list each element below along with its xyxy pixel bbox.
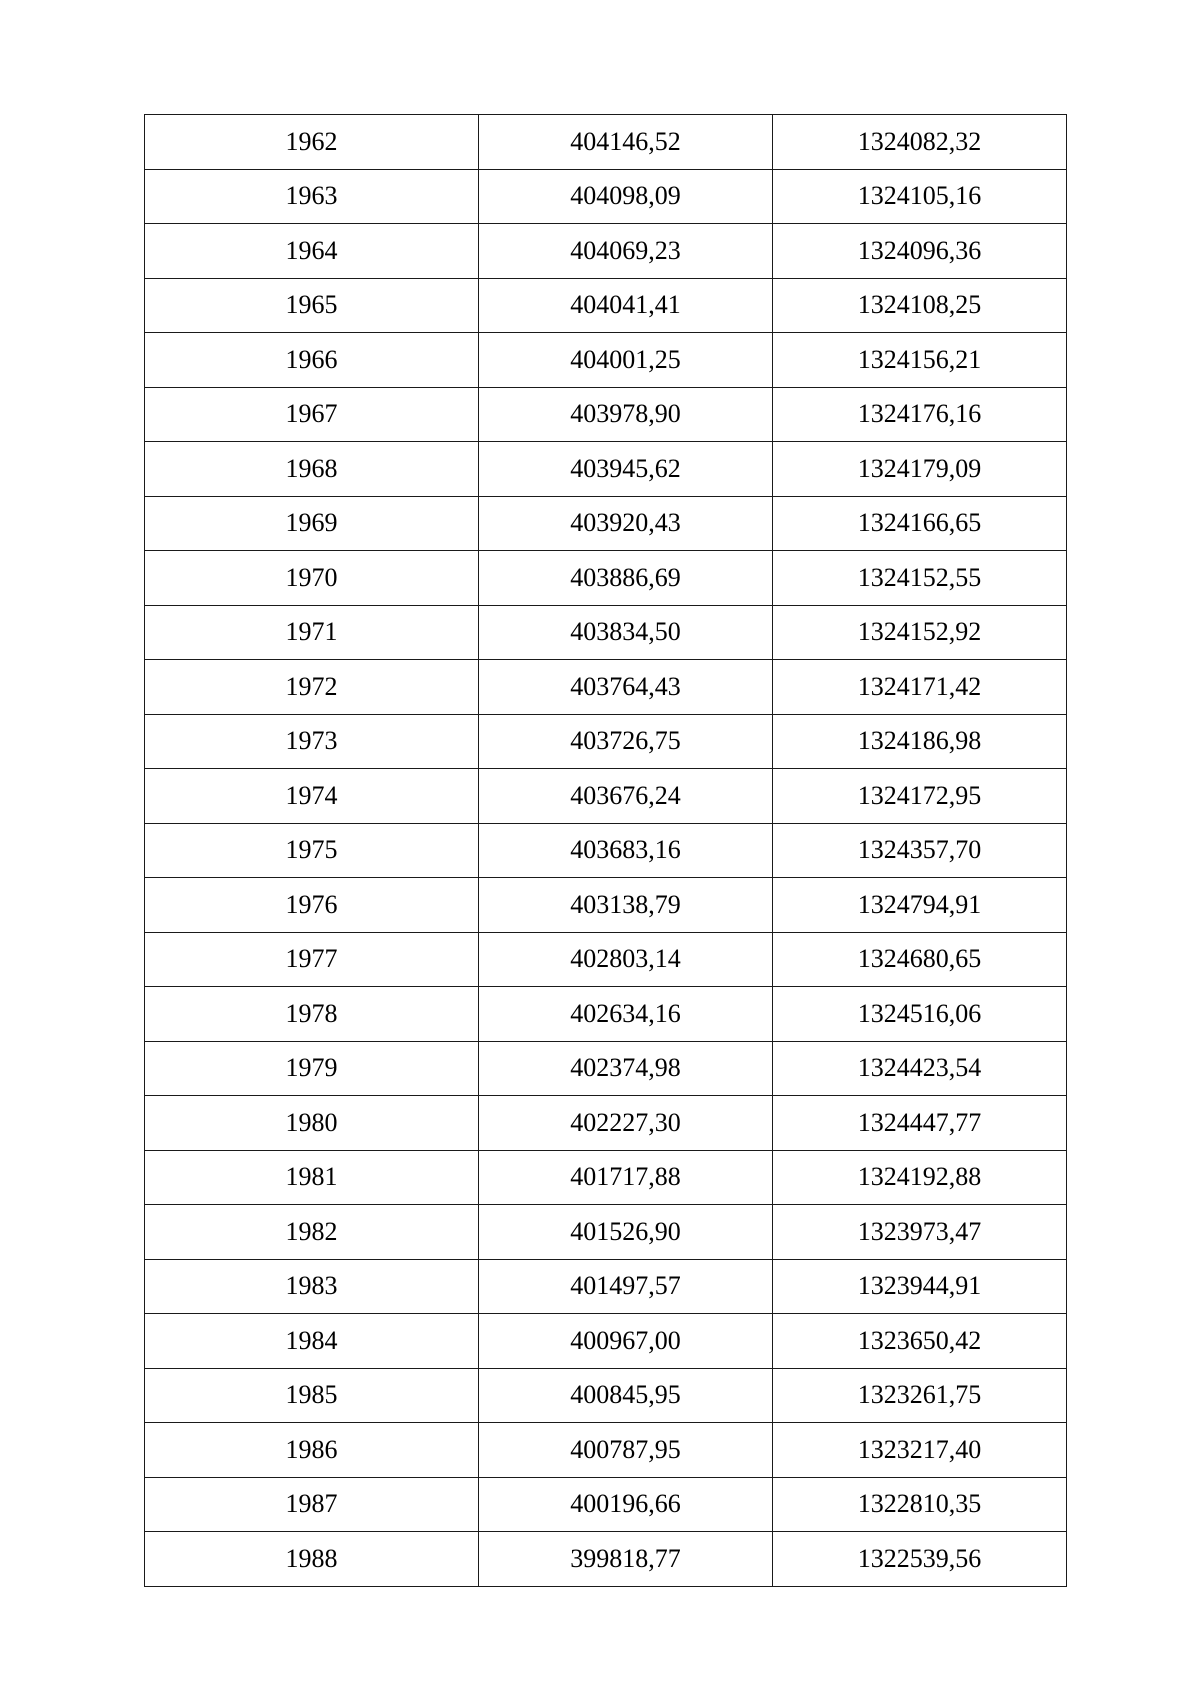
table-row bbox=[145, 278, 1067, 333]
table-row bbox=[145, 1368, 1067, 1423]
x-coordinate-cell: 400845,95 bbox=[479, 1368, 773, 1423]
x-coordinate-cell: 403978,90 bbox=[479, 387, 773, 442]
point-number-cell: 1987 bbox=[145, 1477, 479, 1532]
x-coordinate-cell: 404146,52 bbox=[479, 115, 773, 170]
y-coordinate-cell: 1324152,92 bbox=[773, 605, 1067, 660]
table-row bbox=[145, 387, 1067, 442]
y-coordinate-cell: 1324082,32 bbox=[773, 115, 1067, 170]
x-coordinate-cell: 403886,69 bbox=[479, 551, 773, 606]
table-row bbox=[145, 769, 1067, 824]
y-coordinate-cell: 1324357,70 bbox=[773, 823, 1067, 878]
point-number-cell: 1967 bbox=[145, 387, 479, 442]
table-row bbox=[145, 823, 1067, 878]
point-number-cell: 1978 bbox=[145, 987, 479, 1042]
x-coordinate-cell: 403676,24 bbox=[479, 769, 773, 824]
table-row bbox=[145, 605, 1067, 660]
y-coordinate-cell: 1322810,35 bbox=[773, 1477, 1067, 1532]
table-row bbox=[145, 442, 1067, 497]
y-coordinate-cell: 1324447,77 bbox=[773, 1096, 1067, 1151]
table-row bbox=[145, 714, 1067, 769]
table-row bbox=[145, 1041, 1067, 1096]
point-number-cell: 1971 bbox=[145, 605, 479, 660]
x-coordinate-cell: 403834,50 bbox=[479, 605, 773, 660]
y-coordinate-cell: 1324179,09 bbox=[773, 442, 1067, 497]
y-coordinate-cell: 1324108,25 bbox=[773, 278, 1067, 333]
point-number-cell: 1969 bbox=[145, 496, 479, 551]
table-row bbox=[145, 1096, 1067, 1151]
point-number-cell: 1972 bbox=[145, 660, 479, 715]
point-number-cell: 1979 bbox=[145, 1041, 479, 1096]
point-number-cell: 1986 bbox=[145, 1423, 479, 1478]
table-row bbox=[145, 1150, 1067, 1205]
y-coordinate-cell: 1323261,75 bbox=[773, 1368, 1067, 1423]
y-coordinate-cell: 1324186,98 bbox=[773, 714, 1067, 769]
x-coordinate-cell: 404098,09 bbox=[479, 169, 773, 224]
table-row bbox=[145, 333, 1067, 388]
x-coordinate-cell: 402374,98 bbox=[479, 1041, 773, 1096]
point-number-cell: 1974 bbox=[145, 769, 479, 824]
x-coordinate-cell: 399818,77 bbox=[479, 1532, 773, 1587]
y-coordinate-cell: 1324172,95 bbox=[773, 769, 1067, 824]
x-coordinate-cell: 403683,16 bbox=[479, 823, 773, 878]
x-coordinate-cell: 401717,88 bbox=[479, 1150, 773, 1205]
table-row bbox=[145, 1314, 1067, 1369]
y-coordinate-cell: 1324152,55 bbox=[773, 551, 1067, 606]
x-coordinate-cell: 404041,41 bbox=[479, 278, 773, 333]
point-number-cell: 1962 bbox=[145, 115, 479, 170]
point-number-cell: 1988 bbox=[145, 1532, 479, 1587]
point-number-cell: 1983 bbox=[145, 1259, 479, 1314]
point-number-cell: 1985 bbox=[145, 1368, 479, 1423]
y-coordinate-cell: 1324096,36 bbox=[773, 224, 1067, 279]
point-number-cell: 1965 bbox=[145, 278, 479, 333]
y-coordinate-cell: 1324166,65 bbox=[773, 496, 1067, 551]
y-coordinate-cell: 1324176,16 bbox=[773, 387, 1067, 442]
table-row bbox=[145, 878, 1067, 933]
x-coordinate-cell: 401497,57 bbox=[479, 1259, 773, 1314]
point-number-cell: 1964 bbox=[145, 224, 479, 279]
x-coordinate-cell: 401526,90 bbox=[479, 1205, 773, 1260]
y-coordinate-cell: 1323650,42 bbox=[773, 1314, 1067, 1369]
table-row bbox=[145, 660, 1067, 715]
x-coordinate-cell: 403138,79 bbox=[479, 878, 773, 933]
x-coordinate-cell: 403945,62 bbox=[479, 442, 773, 497]
point-number-cell: 1982 bbox=[145, 1205, 479, 1260]
table-row bbox=[145, 987, 1067, 1042]
x-coordinate-cell: 400196,66 bbox=[479, 1477, 773, 1532]
x-coordinate-cell: 402634,16 bbox=[479, 987, 773, 1042]
table-row bbox=[145, 1532, 1067, 1587]
table-row bbox=[145, 932, 1067, 987]
x-coordinate-cell: 400787,95 bbox=[479, 1423, 773, 1478]
point-number-cell: 1968 bbox=[145, 442, 479, 497]
table-row bbox=[145, 1259, 1067, 1314]
point-number-cell: 1984 bbox=[145, 1314, 479, 1369]
y-coordinate-cell: 1324192,88 bbox=[773, 1150, 1067, 1205]
point-number-cell: 1973 bbox=[145, 714, 479, 769]
x-coordinate-cell: 404069,23 bbox=[479, 224, 773, 279]
table-row bbox=[145, 224, 1067, 279]
table-row bbox=[145, 1205, 1067, 1260]
table-row bbox=[145, 1423, 1067, 1478]
coordinates-table-body bbox=[145, 115, 1067, 1587]
coordinates-table bbox=[144, 114, 1067, 1587]
y-coordinate-cell: 1324794,91 bbox=[773, 878, 1067, 933]
point-number-cell: 1980 bbox=[145, 1096, 479, 1151]
point-number-cell: 1975 bbox=[145, 823, 479, 878]
y-coordinate-cell: 1324423,54 bbox=[773, 1041, 1067, 1096]
y-coordinate-cell: 1323944,91 bbox=[773, 1259, 1067, 1314]
y-coordinate-cell: 1324516,06 bbox=[773, 987, 1067, 1042]
x-coordinate-cell: 400967,00 bbox=[479, 1314, 773, 1369]
point-number-cell: 1963 bbox=[145, 169, 479, 224]
x-coordinate-cell: 402803,14 bbox=[479, 932, 773, 987]
y-coordinate-cell: 1324156,21 bbox=[773, 333, 1067, 388]
table-row bbox=[145, 1477, 1067, 1532]
table-row bbox=[145, 551, 1067, 606]
y-coordinate-cell: 1324105,16 bbox=[773, 169, 1067, 224]
point-number-cell: 1970 bbox=[145, 551, 479, 606]
x-coordinate-cell: 403920,43 bbox=[479, 496, 773, 551]
y-coordinate-cell: 1324680,65 bbox=[773, 932, 1067, 987]
y-coordinate-cell: 1322539,56 bbox=[773, 1532, 1067, 1587]
point-number-cell: 1977 bbox=[145, 932, 479, 987]
x-coordinate-cell: 403764,43 bbox=[479, 660, 773, 715]
y-coordinate-cell: 1323973,47 bbox=[773, 1205, 1067, 1260]
table-row bbox=[145, 169, 1067, 224]
point-number-cell: 1976 bbox=[145, 878, 479, 933]
y-coordinate-cell: 1323217,40 bbox=[773, 1423, 1067, 1478]
point-number-cell: 1966 bbox=[145, 333, 479, 388]
y-coordinate-cell: 1324171,42 bbox=[773, 660, 1067, 715]
x-coordinate-cell: 403726,75 bbox=[479, 714, 773, 769]
x-coordinate-cell: 404001,25 bbox=[479, 333, 773, 388]
point-number-cell: 1981 bbox=[145, 1150, 479, 1205]
table-row bbox=[145, 115, 1067, 170]
table-row bbox=[145, 496, 1067, 551]
x-coordinate-cell: 402227,30 bbox=[479, 1096, 773, 1151]
